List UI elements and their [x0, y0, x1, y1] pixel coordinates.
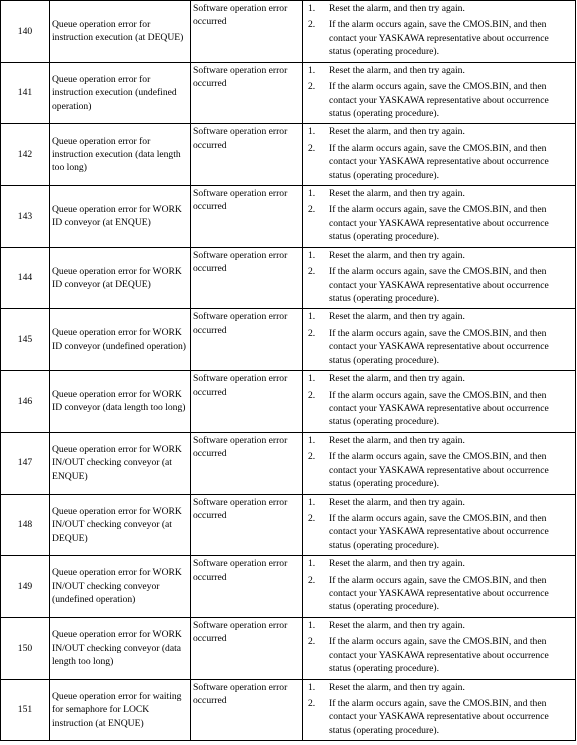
step-text: Reset the alarm, and then try again.: [329, 619, 465, 631]
step-number: 1.: [308, 434, 316, 446]
step-text: Reset the alarm, and then try again.: [329, 64, 465, 76]
remedy-step-2: [303, 389, 571, 429]
alarm-cause: Software operation error occurred: [191, 309, 303, 371]
step-text: Reset the alarm, and then try again.: [329, 434, 465, 446]
remedy-step-1: [303, 249, 571, 262]
alarm-code: 145: [1, 309, 50, 371]
alarm-remedy: [303, 617, 576, 679]
alarm-cause: Software operation error occurred: [191, 371, 303, 433]
remedy-step-2: [303, 18, 571, 58]
step-number: 1.: [308, 64, 316, 76]
alarm-code: 150: [1, 617, 50, 679]
alarm-name: Queue operation error for WORK ID conveyor (at ENQUE): [50, 186, 191, 248]
alarm-cause: Software operation error occurred: [191, 247, 303, 309]
alarm-cause: Software operation error occurred: [191, 556, 303, 618]
alarm-cause: Software operation error occurred: [191, 494, 303, 556]
alarm-remedy: [303, 124, 576, 186]
alarm-remedy: [303, 247, 576, 309]
step-number: 1.: [308, 496, 316, 508]
alarm-name: Queue operation error for WORK ID conveyor (undefined operation): [50, 309, 191, 371]
step-text: Reset the alarm, and then try again.: [329, 558, 465, 570]
remedy-step-2: [303, 327, 571, 367]
alarm-name: Queue operation error for WORK IN/OUT checking conveyor (undefined operation): [50, 556, 191, 618]
step-text: Reset the alarm, and then try again.: [329, 126, 465, 138]
alarm-remedy: [303, 186, 576, 248]
table-row: [1, 1, 576, 63]
alarm-code: 144: [1, 247, 50, 309]
table-row: [1, 617, 576, 679]
remedy-step-1: [303, 2, 571, 15]
step-text: Reset the alarm, and then try again.: [329, 311, 465, 323]
alarm-code: 147: [1, 432, 50, 494]
alarm-name: Queue operation error for WORK IN/OUT checking conveyor (data length too long): [50, 617, 191, 679]
remedy-step-2: [303, 574, 571, 614]
remedy-step-1: [303, 496, 571, 509]
step-number: 2.: [308, 142, 316, 154]
step-text: Reset the alarm, and then try again.: [329, 249, 465, 261]
alarm-name: Queue operation error for WORK ID conveyor (at DEQUE): [50, 247, 191, 309]
step-text: If the alarm occurs again, save the CMOS.BIN, and then contact your YASKAWA representative about occurrence status (operating procedure).: [329, 204, 549, 243]
remedy-step-2: [303, 635, 571, 675]
table-row: [1, 679, 576, 741]
step-text: Reset the alarm, and then try again.: [329, 681, 465, 693]
step-number: 1.: [308, 619, 316, 631]
alarm-cause: Software operation error occurred: [191, 432, 303, 494]
remedy-step-2: [303, 265, 571, 305]
remedy-step-2: [303, 203, 571, 243]
remedy-step-1: [303, 619, 571, 632]
alarm-name: Queue operation error for WORK IN/OUT checking conveyor (at ENQUE): [50, 432, 191, 494]
step-text: If the alarm occurs again, save the CMOS.BIN, and then contact your YASKAWA representative about occurrence status (operating procedure).: [329, 327, 549, 366]
step-number: 2.: [308, 204, 316, 216]
step-text: If the alarm occurs again, save the CMOS.BIN, and then contact your YASKAWA representative about occurrence status (operating procedure).: [329, 636, 549, 675]
remedy-step-1: [303, 310, 571, 323]
alarm-cause: Software operation error occurred: [191, 1, 303, 63]
step-number: 1.: [308, 126, 316, 138]
step-text: If the alarm occurs again, save the CMOS.BIN, and then contact your YASKAWA representative about occurrence status (operating procedure).: [329, 142, 549, 181]
alarm-cause: Software operation error occurred: [191, 679, 303, 741]
step-text: If the alarm occurs again, save the CMOS.BIN, and then contact your YASKAWA representative about occurrence status (operating procedure).: [329, 697, 549, 736]
step-number: 2.: [308, 266, 316, 278]
remedy-step-2: [303, 512, 571, 552]
step-text: Reset the alarm, and then try again.: [329, 496, 465, 508]
remedy-step-1: [303, 125, 571, 138]
remedy-step-2: [303, 80, 571, 120]
remedy-step-1: [303, 557, 571, 570]
step-number: 2.: [308, 697, 316, 709]
alarm-code: 146: [1, 371, 50, 433]
alarm-cause: Software operation error occurred: [191, 62, 303, 124]
alarm-code: 141: [1, 62, 50, 124]
alarm-cause: Software operation error occurred: [191, 124, 303, 186]
step-number: 1.: [308, 188, 316, 200]
alarm-remedy: [303, 556, 576, 618]
alarm-code: 149: [1, 556, 50, 618]
alarm-cause: Software operation error occurred: [191, 617, 303, 679]
remedy-step-1: [303, 64, 571, 77]
step-number: 2.: [308, 451, 316, 463]
step-text: Reset the alarm, and then try again.: [329, 188, 465, 200]
alarm-name: Queue operation error for instruction execution (at DEQUE): [50, 1, 191, 63]
step-number: 2.: [308, 19, 316, 31]
alarm-remedy: [303, 494, 576, 556]
remedy-step-2: [303, 450, 571, 490]
step-number: 1.: [308, 558, 316, 570]
step-text: Reset the alarm, and then try again.: [329, 3, 465, 14]
table-row: [1, 556, 576, 618]
step-number: 1.: [308, 3, 316, 14]
step-text: If the alarm occurs again, save the CMOS.BIN, and then contact your YASKAWA representative about occurrence status (operating procedure).: [329, 512, 549, 551]
remedy-step-1: [303, 681, 571, 694]
alarm-name: Queue operation error for WORK IN/OUT checking conveyor (at DEQUE): [50, 494, 191, 556]
step-number: 1.: [308, 681, 316, 693]
remedy-step-2: [303, 142, 571, 182]
table-row: [1, 432, 576, 494]
table-row: [1, 309, 576, 371]
alarm-remedy: [303, 679, 576, 741]
alarm-name: Queue operation error for instruction execution (data length too long): [50, 124, 191, 186]
step-text: If the alarm occurs again, save the CMOS.BIN, and then contact your YASKAWA representative about occurrence status (operating procedure).: [329, 574, 549, 613]
alarm-name: Queue operation error for waiting for semaphore for LOCK instruction (at ENQUE): [50, 679, 191, 741]
step-text: If the alarm occurs again, save the CMOS.BIN, and then contact your YASKAWA representative about occurrence status (operating procedure).: [329, 451, 549, 490]
table-row: [1, 62, 576, 124]
step-text: If the alarm occurs again, save the CMOS.BIN, and then contact your YASKAWA representative about occurrence status (operating procedure).: [329, 19, 549, 58]
step-number: 2.: [308, 389, 316, 401]
alarm-remedy: [303, 1, 576, 63]
alarm-code: 140: [1, 1, 50, 63]
alarm-remedy: [303, 62, 576, 124]
remedy-step-1: [303, 372, 571, 385]
remedy-step-2: [303, 697, 571, 737]
step-number: 1.: [308, 311, 316, 323]
alarm-remedy: [303, 371, 576, 433]
alarm-remedy: [303, 309, 576, 371]
step-text: If the alarm occurs again, save the CMOS.BIN, and then contact your YASKAWA representative about occurrence status (operating procedure).: [329, 81, 549, 119]
step-number: 2.: [308, 81, 316, 93]
alarm-code: 148: [1, 494, 50, 556]
alarm-name: Queue operation error for instruction execution (undefined operation): [50, 62, 191, 124]
alarm-code: 151: [1, 679, 50, 741]
remedy-step-1: [303, 434, 571, 447]
step-text: If the alarm occurs again, save the CMOS.BIN, and then contact your YASKAWA representative about occurrence status (operating procedure).: [329, 389, 549, 428]
remedy-step-1: [303, 187, 571, 200]
alarm-remedy: [303, 432, 576, 494]
alarm-code: 142: [1, 124, 50, 186]
step-number: 2.: [308, 327, 316, 339]
table-row: [1, 247, 576, 309]
step-number: 1.: [308, 249, 316, 261]
table-row: [1, 494, 576, 556]
alarm-name: Queue operation error for WORK ID conveyor (data length too long): [50, 371, 191, 433]
table-row: [1, 371, 576, 433]
step-number: 2.: [308, 574, 316, 586]
table-row: [1, 124, 576, 186]
alarm-code: 143: [1, 186, 50, 248]
step-number: 2.: [308, 636, 316, 648]
alarm-table-body: [1, 1, 576, 741]
step-number: 2.: [308, 512, 316, 524]
alarm-cause: Software operation error occurred: [191, 186, 303, 248]
step-number: 1.: [308, 373, 316, 385]
table-row: [1, 186, 576, 248]
step-text: If the alarm occurs again, save the CMOS.BIN, and then contact your YASKAWA representative about occurrence status (operating procedure).: [329, 266, 549, 304]
step-text: Reset the alarm, and then try again.: [329, 373, 465, 385]
